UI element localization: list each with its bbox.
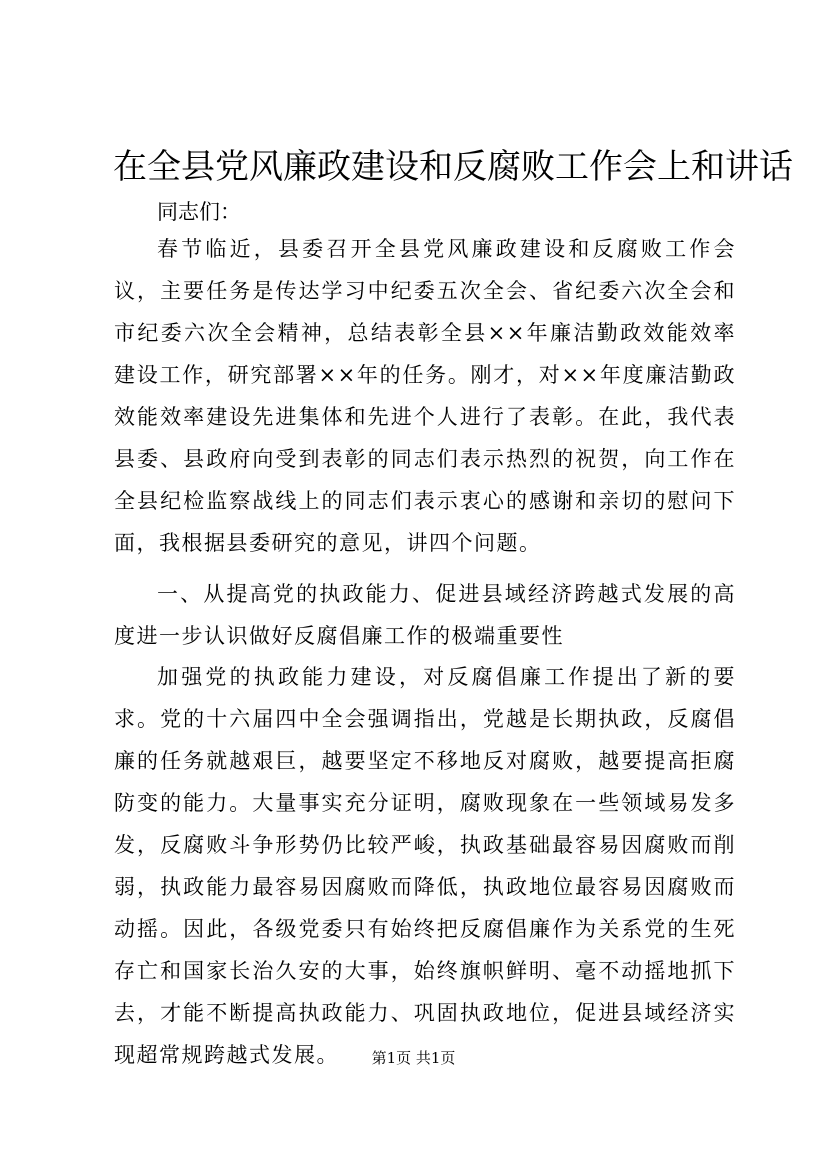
section-heading-one: 一、从提高党的执政能力、促进县域经济跨越式发展的高度进一步认识做好反腐倡廉工作的极端重要性 [114, 582, 736, 648]
paragraph-opening: 春节临近，县委召开全县党风廉政建设和反腐败工作会议，主要任务是传达学习中纪委五次全会、省纪委六次全会和市纪委六次全会精神，总结表彰全县××年廉洁勤政效能效率建设工作，研究部署××年的任务。刚才，对××年度廉洁勤政效能效率建设先进集体和先进个人进行了表彰。在此，我代表县委、县政府向受到表彰的同志们表示热烈的祝贺，向工作在全县纪检监察战线上的同志们表示衷心的感谢和亲切的慰问下面，我根据县委研究的意见，讲四个问题。 [114, 237, 736, 555]
document-title: 在全县党风廉政建设和反腐败工作会上和讲话 [113, 147, 793, 187]
paragraph-section-one: 加强党的执政能力建设，对反腐倡廉工作提出了新的要求。党的十六届四中全会强调指出，党越是长期执政，反腐倡廉的任务就越艰巨，越要坚定不移地反对腐败，越要提高拒腐防变的能力。大量事实充分证明，腐败现象在一些领域易发多发，反腐败斗争形势仍比较严峻，执政基础最容易因腐败而削弱，执政能力最容易因腐败而降低，执政地位最容易因腐败而动摇。因此，各级党委只有始终把反腐倡廉作为关系党的生死存亡和国家长治久安的大事，始终旗帜鲜明、毫不动摇地抓下去，才能不断提高执政能力、巩固执政地位，促进县域经济实现超常规跨越式发展。 [114, 665, 736, 1067]
page-footer: 第1页 共1页 [371, 1049, 456, 1067]
salutation: 同志们： [157, 200, 241, 224]
